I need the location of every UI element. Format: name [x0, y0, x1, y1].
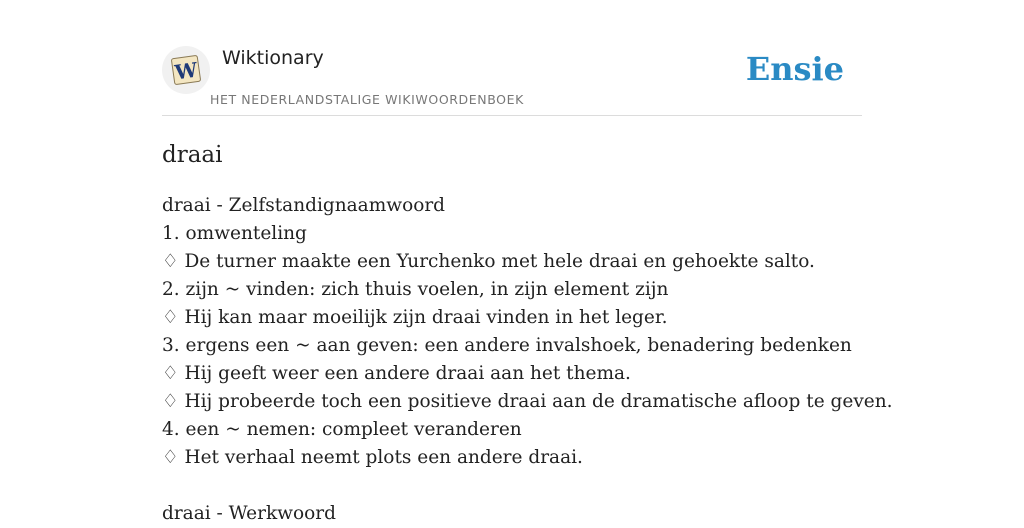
example-line: ♢ De turner maakte een Yurchenko met hele draai en gehoekte salto.: [162, 251, 815, 272]
wiktionary-w-tile-icon: [168, 52, 204, 88]
example-line: ♢ Het verhaal neemt plots een andere draai.: [162, 447, 583, 468]
site-name[interactable]: Wiktionary: [222, 47, 324, 69]
ensie-brand-logo[interactable]: Ensie: [745, 50, 844, 88]
site-header: [162, 0, 862, 116]
svg-text:W: W: [173, 57, 199, 85]
definition-line: 2. zijn ~ vinden: zich thuis voelen, in zijn element zijn: [162, 279, 669, 300]
wiktionary-logo-icon[interactable]: [162, 46, 210, 94]
site-tagline: HET NEDERLANDSTALIGE WIKIWOORDENBOEK: [210, 92, 524, 107]
definition-line: 3. ergens een ~ aan geven: een andere invalshoek, benadering bedenken: [162, 335, 852, 356]
page-container: [162, 0, 893, 524]
example-line: ♢ Hij probeerde toch een positieve draai aan de dramatische afloop te geven.: [162, 391, 893, 412]
section-heading: draai - Zelfstandignaamwoord: [162, 195, 446, 216]
example-line: ♢ Hij kan maar moeilijk zijn draai vinden in het leger.: [162, 307, 668, 328]
example-line: ♢ Hij geeft weer een andere draai aan het thema.: [162, 363, 631, 384]
entry-content: [162, 192, 893, 528]
definition-line: 1. omwenteling: [162, 223, 307, 244]
section-spacer: [162, 472, 862, 500]
section-heading: draai - Werkwoord: [162, 503, 336, 524]
page-title: draai: [162, 142, 223, 168]
definition-line: 4. een ~ nemen: compleet veranderen: [162, 419, 522, 440]
